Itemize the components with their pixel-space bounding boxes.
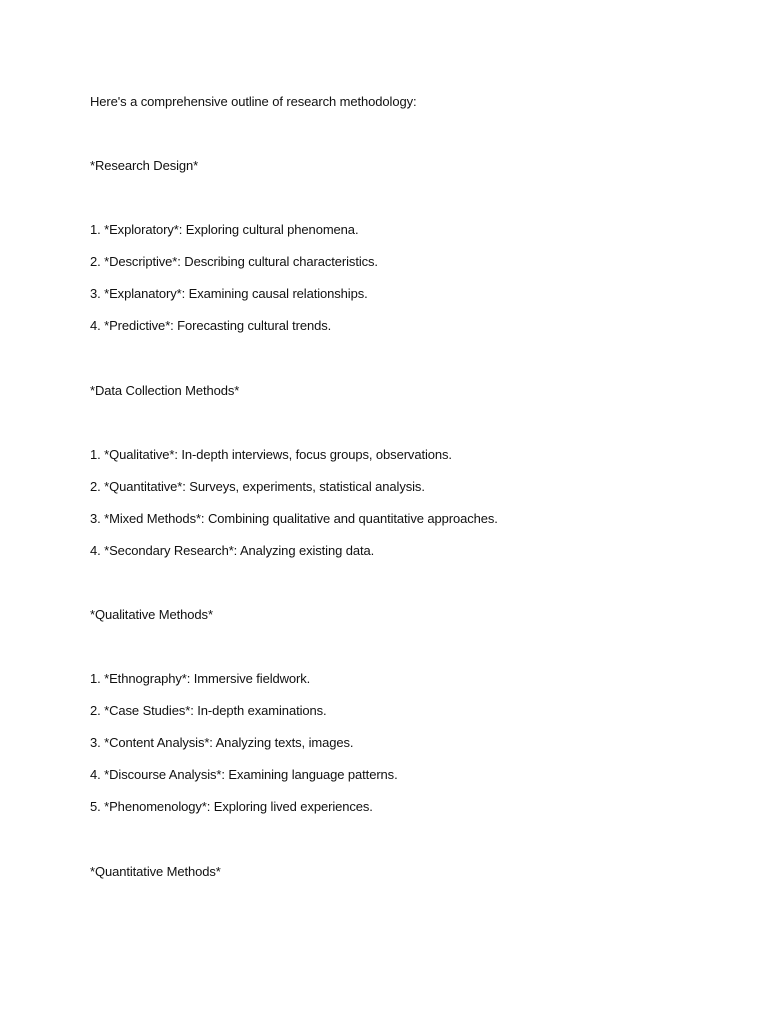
- list-item: 1. *Exploratory*: Exploring cultural phenomena.: [90, 222, 359, 237]
- list-item: 4. *Predictive*: Forecasting cultural trends.: [90, 318, 332, 333]
- section-heading-quantitative-methods: *Quantitative Methods*: [90, 864, 221, 879]
- list-item: 2. *Case Studies*: In-depth examinations.: [90, 703, 327, 718]
- list-item: 3. *Explanatory*: Examining causal relationships.: [90, 286, 368, 301]
- list-item: 2. *Quantitative*: Surveys, experiments, statistical analysis.: [90, 479, 425, 494]
- list-item: 3. *Mixed Methods*: Combining qualitative and quantitative approaches.: [90, 511, 498, 526]
- list-item: 5. *Phenomenology*: Exploring lived experiences.: [90, 799, 373, 814]
- list-item: 4. *Secondary Research*: Analyzing existing data.: [90, 543, 375, 558]
- list-item: 3. *Content Analysis*: Analyzing texts, images.: [90, 735, 354, 750]
- list-item: 4. *Discourse Analysis*: Examining language patterns.: [90, 767, 398, 782]
- section-heading-qualitative-methods: *Qualitative Methods*: [90, 607, 213, 622]
- list-item: 2. *Descriptive*: Describing cultural characteristics.: [90, 254, 378, 269]
- list-item: 1. *Qualitative*: In-depth interviews, focus groups, observations.: [90, 447, 452, 462]
- section-heading-data-collection: *Data Collection Methods*: [90, 383, 240, 398]
- section-heading-research-design: *Research Design*: [90, 158, 199, 173]
- intro-text: Here's a comprehensive outline of research methodology:: [90, 94, 417, 109]
- list-item: 1. *Ethnography*: Immersive fieldwork.: [90, 671, 311, 686]
